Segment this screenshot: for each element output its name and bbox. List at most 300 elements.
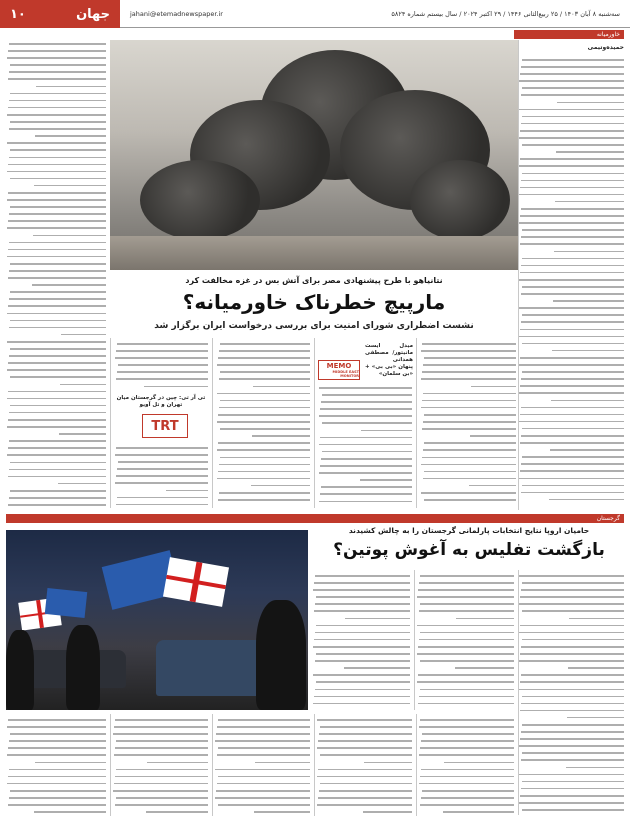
masthead [0, 0, 630, 28]
text-line [416, 700, 514, 707]
text-line [518, 347, 624, 354]
text-line [518, 446, 624, 453]
text-line [316, 751, 412, 758]
text-line [420, 390, 516, 397]
text-line [416, 572, 514, 579]
text-line [316, 808, 412, 815]
text-line [6, 716, 106, 723]
text-line [518, 134, 624, 141]
text-line [6, 331, 106, 338]
text-line [216, 432, 310, 439]
text-line [518, 226, 624, 233]
text-line [518, 368, 624, 375]
text-line [420, 439, 516, 446]
text-line [6, 430, 106, 437]
text-line [416, 636, 514, 643]
text-line [6, 97, 106, 104]
masthead-email[interactable]: jahani@etemadnewspaper.ir [130, 9, 223, 18]
text-line [216, 425, 310, 432]
text-line [216, 368, 310, 375]
text-line [420, 375, 516, 382]
main-subhead: نشست اضطراری شورای امنیت برای بررسی درخواست ایران برگزار شد [154, 321, 474, 331]
text-line [6, 395, 106, 402]
memo-logo [318, 360, 360, 380]
text-line [518, 269, 624, 276]
text-line [318, 462, 412, 469]
main-body-col-4-bottom [114, 444, 208, 508]
text-line [518, 721, 624, 728]
text-line [114, 465, 208, 472]
memo-logo-sub: MIDDLE EAST MONITOR [332, 370, 359, 378]
text-line [312, 643, 410, 650]
text-line [6, 466, 106, 473]
text-line [518, 184, 624, 191]
text-line [312, 600, 410, 607]
bottom-col-3 [214, 716, 310, 816]
text-line [6, 83, 106, 90]
text-line [6, 104, 106, 111]
text-line [316, 716, 412, 723]
text-line [6, 260, 106, 267]
text-line [112, 730, 208, 737]
text-line [416, 650, 514, 657]
text-line [114, 487, 208, 494]
text-line [518, 297, 624, 304]
text-line [416, 693, 514, 700]
text-line [518, 700, 624, 707]
text-line [518, 382, 624, 389]
text-line [216, 418, 310, 425]
georgia-body-col-2 [416, 572, 514, 712]
text-line [518, 593, 624, 600]
text-line [214, 787, 310, 794]
text-line [6, 132, 106, 139]
text-line [6, 473, 106, 480]
text-line [518, 219, 624, 226]
text-line [518, 432, 624, 439]
text-line [6, 352, 106, 359]
text-line [6, 47, 106, 54]
text-line [518, 141, 624, 148]
text-line [418, 808, 514, 815]
text-line [312, 650, 410, 657]
text-line [518, 148, 624, 155]
text-line [312, 678, 410, 685]
text-line [214, 794, 310, 801]
text-line [312, 615, 410, 622]
text-line [318, 469, 412, 476]
text-line [416, 686, 514, 693]
text-line [6, 68, 106, 75]
text-line [518, 290, 624, 297]
text-line [418, 780, 514, 787]
text-line [416, 643, 514, 650]
text-line [6, 54, 106, 61]
text-line [518, 650, 624, 657]
georgia-body-col-1 [518, 572, 624, 816]
text-line [114, 472, 208, 479]
text-line [6, 281, 106, 288]
text-line [6, 146, 106, 153]
text-line [6, 402, 106, 409]
text-line [418, 759, 514, 766]
text-line [6, 246, 106, 253]
text-line [214, 716, 310, 723]
text-line [518, 764, 624, 771]
text-line [518, 404, 624, 411]
text-line [318, 412, 412, 419]
text-line [518, 671, 624, 678]
text-line [6, 90, 106, 97]
text-line [518, 771, 624, 778]
text-line [6, 487, 106, 494]
text-line [6, 409, 106, 416]
text-line [518, 70, 624, 77]
text-line [518, 579, 624, 586]
text-line [216, 340, 310, 347]
bottom-col-2 [316, 716, 412, 816]
text-line [6, 196, 106, 203]
text-line [416, 678, 514, 685]
text-line [518, 657, 624, 664]
text-line [216, 390, 310, 397]
text-line [518, 84, 624, 91]
text-line [316, 737, 412, 744]
text-line [318, 427, 412, 434]
text-line [216, 482, 310, 489]
text-line [114, 494, 208, 501]
text-line [518, 205, 624, 212]
text-line [312, 657, 410, 664]
text-line [518, 418, 624, 425]
text-line [6, 75, 106, 82]
text-line [6, 444, 106, 451]
text-line [318, 490, 412, 497]
text-line [112, 744, 208, 751]
text-line [418, 723, 514, 730]
text-line [216, 468, 310, 475]
text-line [216, 354, 310, 361]
text-line [420, 475, 516, 482]
text-line [518, 162, 624, 169]
text-line [420, 347, 516, 354]
trt-title [114, 395, 208, 415]
text-line [418, 801, 514, 808]
text-line [216, 361, 310, 368]
text-line [114, 383, 208, 390]
text-line [518, 785, 624, 792]
text-line [416, 615, 514, 622]
text-line [316, 730, 412, 737]
text-line [420, 446, 516, 453]
text-line [420, 383, 516, 390]
text-line [518, 475, 624, 482]
text-line [6, 139, 106, 146]
text-line [112, 723, 208, 730]
text-line [518, 749, 624, 756]
text-line [518, 693, 624, 700]
text-line [318, 384, 412, 391]
text-line [518, 361, 624, 368]
text-line [420, 404, 516, 411]
text-line [214, 801, 310, 808]
tbilisi-protest-photo [6, 530, 308, 710]
text-line [416, 671, 514, 678]
text-line [518, 714, 624, 721]
text-line [214, 766, 310, 773]
text-line [518, 664, 624, 671]
text-line [214, 808, 310, 815]
text-line [518, 496, 624, 503]
text-line [420, 397, 516, 404]
text-line [6, 118, 106, 125]
main-body-col-1 [420, 340, 516, 508]
text-line [114, 444, 208, 451]
text-line [312, 671, 410, 678]
text-line [518, 99, 624, 106]
text-line [214, 773, 310, 780]
text-line [6, 232, 106, 239]
text-line [114, 479, 208, 486]
text-line [420, 489, 516, 496]
text-line [318, 398, 412, 405]
byline: حمیده‌وتیمی [587, 44, 624, 51]
text-line [318, 419, 412, 426]
text-line [420, 368, 516, 375]
text-line [6, 217, 106, 224]
text-line [112, 801, 208, 808]
memo-logo-text: MEMO [326, 362, 352, 370]
text-line [6, 182, 106, 189]
text-line [216, 439, 310, 446]
text-line [420, 418, 516, 425]
text-line [518, 806, 624, 813]
text-line [416, 622, 514, 629]
memo-byline [365, 343, 413, 378]
text-line [518, 572, 624, 579]
text-line [518, 326, 624, 333]
text-line [318, 498, 412, 505]
text-line [518, 615, 624, 622]
text-line [318, 455, 412, 462]
text-line [6, 766, 106, 773]
text-line [518, 212, 624, 219]
text-line [216, 397, 310, 404]
text-line [518, 728, 624, 735]
text-line [112, 808, 208, 815]
text-line [6, 324, 106, 331]
text-line [418, 730, 514, 737]
text-line [114, 501, 208, 508]
bottom-col-1 [418, 716, 514, 816]
text-line [312, 579, 410, 586]
text-line [416, 657, 514, 664]
text-line [416, 664, 514, 671]
text-line [420, 468, 516, 475]
text-line [418, 751, 514, 758]
text-line [312, 693, 410, 700]
text-line [518, 453, 624, 460]
text-line [112, 773, 208, 780]
text-line [518, 276, 624, 283]
text-line [518, 735, 624, 742]
main-body-col-4-top [114, 340, 208, 392]
text-line [6, 61, 106, 68]
main-body-col-2 [318, 384, 412, 508]
text-line [6, 310, 106, 317]
text-line [318, 405, 412, 412]
right-column-text [518, 56, 624, 506]
text-line [6, 480, 106, 487]
text-line [418, 794, 514, 801]
text-line [114, 368, 208, 375]
text-line [316, 744, 412, 751]
text-line [312, 700, 410, 707]
text-line [420, 425, 516, 432]
text-line [216, 404, 310, 411]
text-line [312, 686, 410, 693]
text-line [518, 629, 624, 636]
main-kicker: نتانیاهو با طرح پیشنهادی مصر برای آتش بس در غزه مخالفت کرد [185, 276, 443, 285]
text-line [318, 448, 412, 455]
text-line [312, 607, 410, 614]
text-line [518, 170, 624, 177]
text-line [6, 161, 106, 168]
text-line [6, 267, 106, 274]
text-line [518, 262, 624, 269]
text-line [6, 168, 106, 175]
text-line [518, 678, 624, 685]
text-line [6, 780, 106, 787]
text-line [416, 629, 514, 636]
text-line [518, 340, 624, 347]
text-line [114, 458, 208, 465]
text-line [6, 744, 106, 751]
text-line [216, 383, 310, 390]
text-line [416, 607, 514, 614]
text-line [6, 189, 106, 196]
text-line [518, 127, 624, 134]
text-line [6, 801, 106, 808]
text-line [420, 461, 516, 468]
text-line [6, 203, 106, 210]
text-line [6, 437, 106, 444]
text-line [420, 361, 516, 368]
text-line [6, 295, 106, 302]
text-line [518, 607, 624, 614]
text-line [112, 716, 208, 723]
text-line [518, 240, 624, 247]
text-line [6, 759, 106, 766]
section-tab [0, 0, 120, 28]
bottom-col-5 [6, 716, 106, 816]
text-line [518, 482, 624, 489]
text-line [6, 373, 106, 380]
text-line [420, 340, 516, 347]
text-line [216, 489, 310, 496]
text-line [518, 643, 624, 650]
text-line [6, 239, 106, 246]
text-line [416, 600, 514, 607]
text-line [420, 354, 516, 361]
text-line [316, 787, 412, 794]
text-line [216, 475, 310, 482]
text-line [318, 434, 412, 441]
text-line [518, 77, 624, 84]
text-line [312, 572, 410, 579]
text-line [6, 388, 106, 395]
text-line [518, 283, 624, 290]
text-line [312, 593, 410, 600]
text-line [316, 759, 412, 766]
text-line [6, 773, 106, 780]
text-line [518, 233, 624, 240]
text-line [518, 411, 624, 418]
text-line [518, 707, 624, 714]
memo-byline-title: میدل ایست مانیتور/ مصطفی همدانی [365, 343, 413, 364]
text-line [316, 780, 412, 787]
section-name: جهان [76, 6, 110, 22]
text-line [518, 191, 624, 198]
text-line [214, 723, 310, 730]
text-line [112, 794, 208, 801]
text-line [518, 397, 624, 404]
text-line [6, 154, 106, 161]
section-label-georgia: گرجستان [6, 514, 624, 523]
text-line [312, 629, 410, 636]
text-line [316, 723, 412, 730]
text-line [518, 686, 624, 693]
text-line [6, 125, 106, 132]
text-line [418, 773, 514, 780]
text-line [418, 766, 514, 773]
text-line [6, 338, 106, 345]
text-line [112, 787, 208, 794]
page-number: ۱۰ [10, 6, 26, 22]
text-line [114, 451, 208, 458]
text-line [312, 622, 410, 629]
text-line [518, 113, 624, 120]
text-line [518, 177, 624, 184]
text-line [420, 482, 516, 489]
text-line [416, 579, 514, 586]
text-line [216, 496, 310, 503]
text-line [6, 302, 106, 309]
text-line [216, 411, 310, 418]
text-line [112, 751, 208, 758]
text-line [112, 780, 208, 787]
text-line [518, 467, 624, 474]
text-line [518, 778, 624, 785]
text-line [6, 808, 106, 815]
text-line [216, 375, 310, 382]
text-line [6, 345, 106, 352]
bottom-col-4 [112, 716, 208, 816]
text-line [518, 155, 624, 162]
text-line [420, 432, 516, 439]
masthead-date: سه‌شنبه ۸ آبان ۱۴۰۳ / ۲۵ ربیع‌الثانی ۱۴۴۶ / ۲۹ اکتبر ۲۰۲۴ / سال بیستم شماره ۵۸۲۴ [391, 9, 620, 18]
text-line [518, 586, 624, 593]
text-line [114, 340, 208, 347]
text-line [420, 411, 516, 418]
text-line [114, 361, 208, 368]
text-line [6, 359, 106, 366]
text-line [418, 737, 514, 744]
text-line [6, 175, 106, 182]
text-line [216, 446, 310, 453]
text-line [420, 496, 516, 503]
text-line [318, 441, 412, 448]
